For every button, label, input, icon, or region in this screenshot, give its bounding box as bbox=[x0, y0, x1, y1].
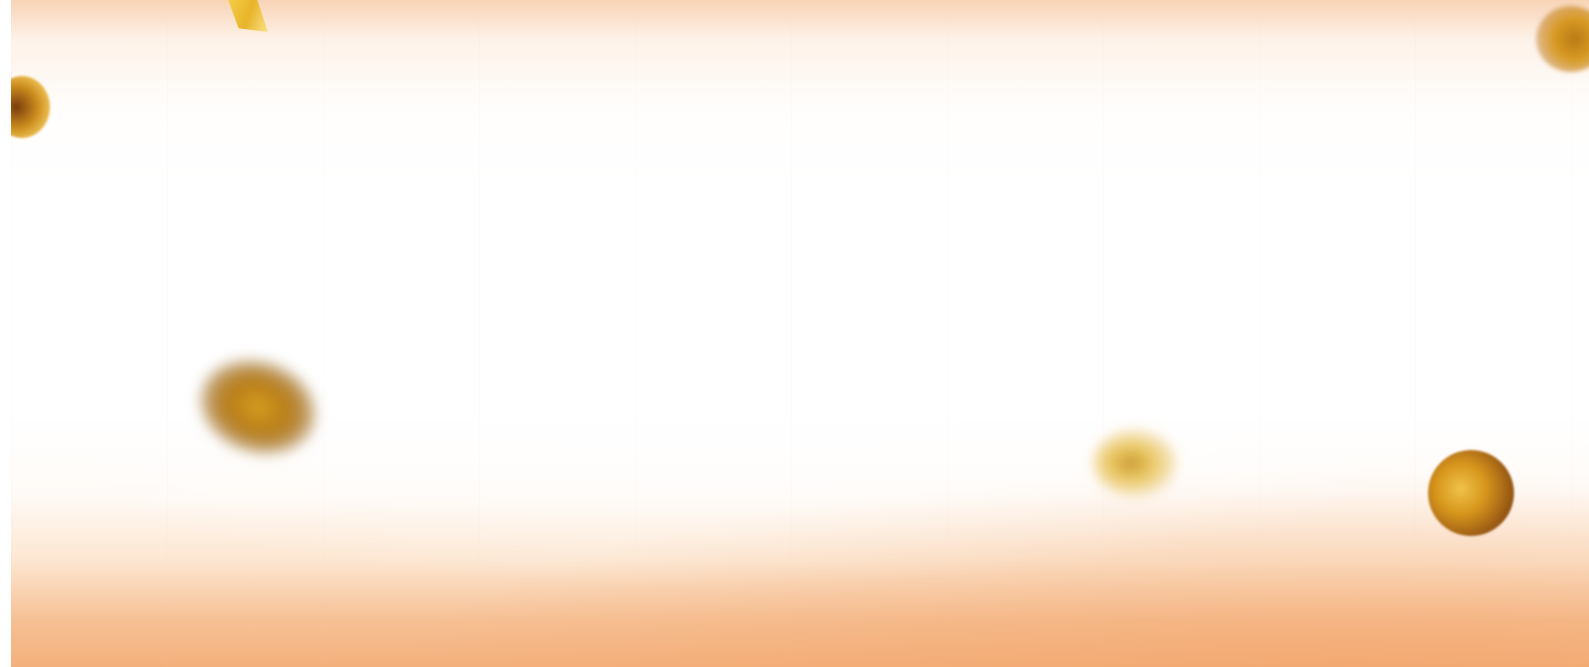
coin-large-right bbox=[1428, 450, 1514, 536]
faint-grid-overlay bbox=[11, 0, 1589, 667]
coin-blurred-center-right bbox=[1094, 430, 1176, 496]
left-edge-strip bbox=[0, 0, 11, 667]
